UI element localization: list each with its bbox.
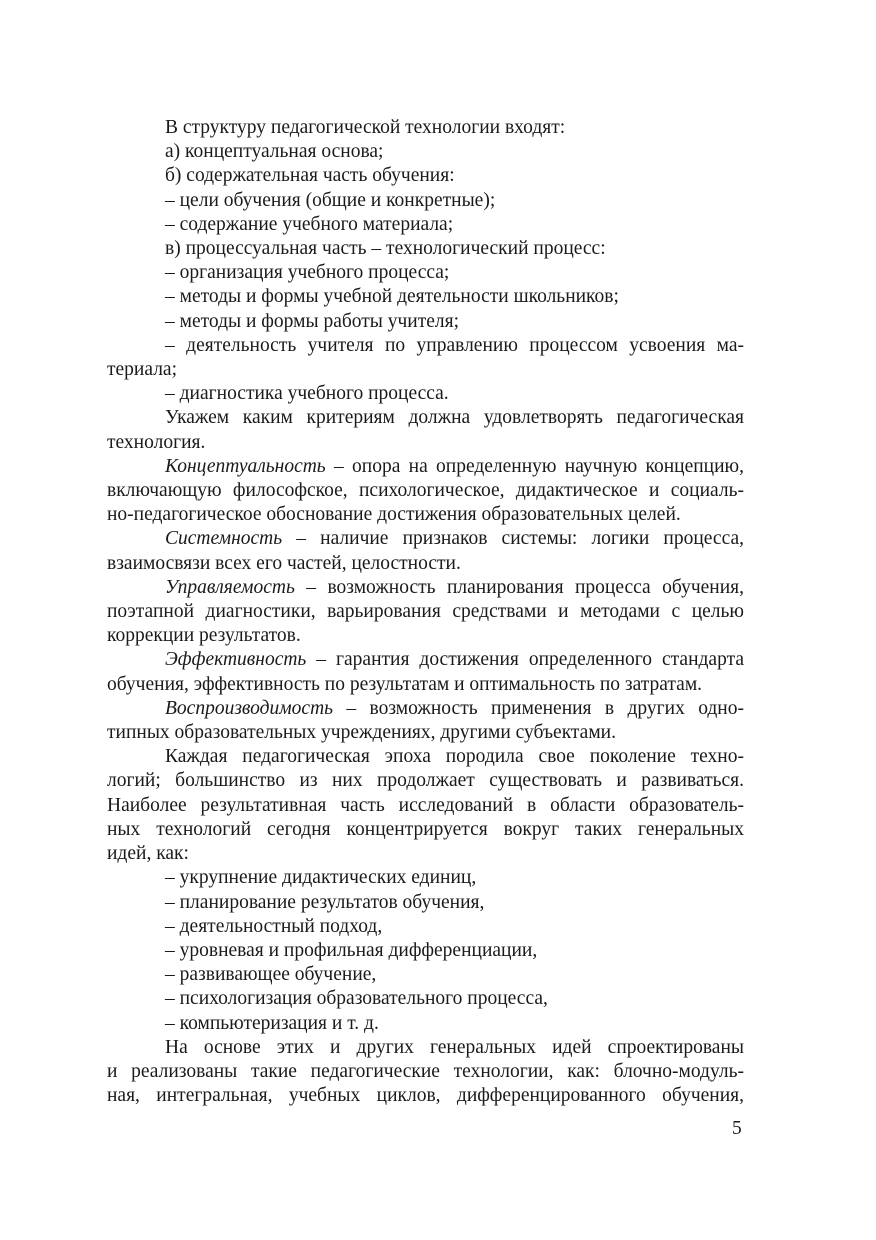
- criterion-term: Концептуальность: [165, 455, 326, 477]
- list-item: – организация учебного процесса;: [165, 262, 450, 284]
- paragraph-line: обучения, эффективность по результатам и оптимальность по затратам.: [107, 673, 703, 695]
- paragraph-line: Наиболее результативная часть исследований в области образователь-: [107, 794, 744, 816]
- list-item: – деятельность учителя по управлению процессом усвоения ма-: [165, 334, 744, 356]
- criterion-efficiency: [107, 648, 744, 672]
- list-item: – цели обучения (общие и конкретные);: [165, 189, 496, 211]
- criterion-systemacity: [107, 527, 744, 551]
- paragraph-line: типных образовательных учреждениях, другими субъектами.: [107, 722, 616, 744]
- page-number: 5: [732, 1118, 742, 1139]
- list-item: – развивающее обучение,: [165, 964, 377, 986]
- paragraph-line: логий; большинство из них продолжает существовать и развиваться.: [107, 770, 744, 792]
- criterion-reproducibility: [107, 697, 744, 721]
- criterion-definition: – возможность планирования процесса обучения,: [294, 576, 744, 598]
- list-item: – уровневая и профильная дифференциации,: [165, 939, 538, 961]
- criterion-term: Управляемость: [165, 576, 295, 598]
- paragraph-line: поэтапной диагностики, варьирования средствами и методами с целью: [107, 601, 744, 623]
- list-item-continuation: териала;: [107, 359, 177, 381]
- list-item: а) концептуальная основа;: [165, 141, 384, 163]
- list-item: – деятельностный подход,: [165, 915, 383, 937]
- criterion-definition: – возможность применения в других одно-: [333, 697, 744, 719]
- list-item: – компьютеризация и т. д.: [165, 1012, 379, 1034]
- list-item: – планирование результатов обучения,: [165, 891, 485, 913]
- criterion-manageability: [107, 576, 744, 600]
- list-item: – методы и формы учебной деятельности школьников;: [165, 286, 619, 308]
- paragraph-line: и реализованы такие педагогические технологии, как: блочно-модуль-: [107, 1060, 744, 1082]
- criterion-definition: – гарантия достижения определенного стандарта: [306, 649, 744, 671]
- list-item: б) содержательная часть обучения:: [165, 165, 455, 187]
- list-item: – психологизация образовательного процесса,: [165, 988, 548, 1010]
- criterion-term: Эффективность: [165, 649, 307, 671]
- criterion-definition: – наличие признаков системы: логики процесса,: [282, 528, 744, 550]
- criterion-definition: – опора на определенную научную концепцию,: [325, 455, 744, 477]
- criteria-intro-continuation: технология.: [107, 431, 206, 453]
- paragraph-line: идей, как:: [107, 843, 189, 865]
- criterion-term: Воспроизводимость: [165, 697, 334, 719]
- paragraph-line: коррекции результатов.: [107, 625, 301, 647]
- page-body: [107, 116, 744, 1108]
- paragraph-line: включающую философское, психологическое, дидактическое и социаль-: [107, 480, 744, 502]
- list-item: в) процессуальная часть – технологический процесс:: [165, 238, 606, 260]
- list-item: – методы и формы работы учителя;: [165, 310, 460, 332]
- list-item: – содержание учебного материала;: [165, 213, 454, 235]
- criteria-intro: Укажем каким критериям должна удовлетворять педагогическая: [165, 407, 744, 429]
- paragraph-line: Каждая педагогическая эпоха породила свое поколение техно-: [165, 746, 744, 768]
- list-item: – укрупнение дидактических единиц,: [165, 867, 477, 889]
- paragraph-line: На основе этих и других генеральных идей спроектированы: [165, 1036, 744, 1058]
- criterion-conceptuality: [107, 455, 744, 479]
- paragraph-line: взаимосвязи всех его частей, целостности.: [107, 552, 461, 574]
- paragraph-line: ная, интегральная, учебных циклов, дифференцированного обучения,: [107, 1085, 744, 1107]
- list-item: – диагностика учебного процесса.: [165, 383, 449, 405]
- paragraph-line: но-педагогическое обоснование достижения образовательных целей.: [107, 504, 681, 526]
- paragraph-line: ных технологий сегодня концентрируется вокруг таких генеральных: [107, 818, 744, 840]
- criterion-term: Системность: [165, 528, 283, 550]
- structure-intro: В структуру педагогической технологии входят:: [165, 117, 566, 138]
